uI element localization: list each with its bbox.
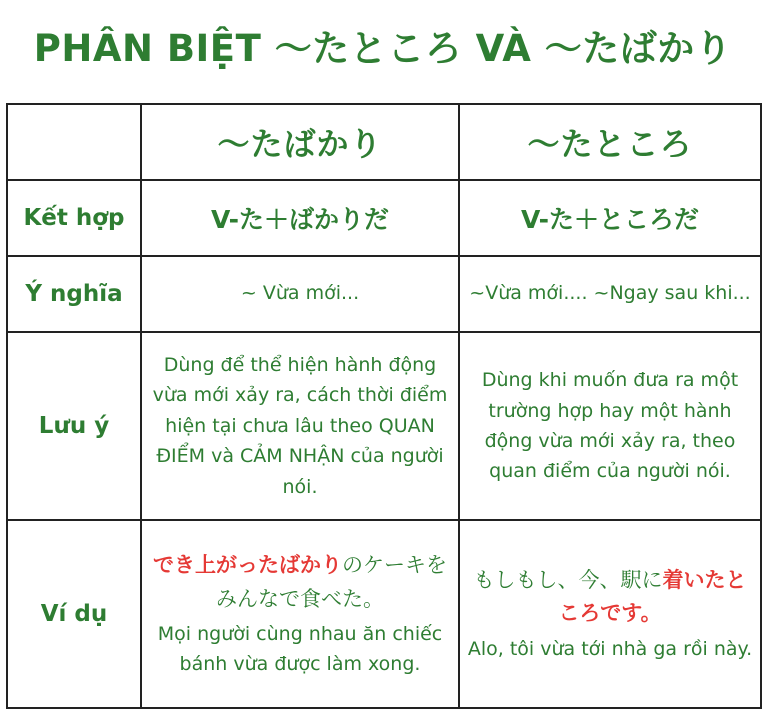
example-bakari-rest: のケーキをみんなで食べた。 <box>216 552 447 611</box>
example-bakari <box>141 520 459 708</box>
column-header-tokoro: 〜たところ <box>459 104 761 180</box>
example-tokoro-start: もしもし、今、駅に <box>473 567 663 592</box>
empty-corner-cell <box>7 104 141 180</box>
table-row <box>7 180 761 256</box>
row-label-note: Lưu ý <box>7 332 141 520</box>
row-label-meaning: Ý nghĩa <box>7 256 141 332</box>
row-label-example: Ví dụ <box>7 520 141 708</box>
row-label-combination: Kết hợp <box>7 180 141 256</box>
example-bakari-japanese <box>148 549 452 616</box>
column-header-bakari: 〜たばかり <box>141 104 459 180</box>
meaning-tokoro: ~Vừa mới.... ~Ngay sau khi... <box>459 256 761 332</box>
table-header-row <box>7 104 761 180</box>
combination-bakari: V-た＋ばかりだ <box>141 180 459 256</box>
note-tokoro: Dùng khi muốn đưa ra một trường hợp hay một hành động vừa mới xảy ra, theo quan điểm của người nói. <box>459 332 761 520</box>
example-tokoro-japanese <box>466 564 754 631</box>
example-bakari-translation: Mọi người cùng nhau ăn chiếc bánh vừa được làm xong. <box>157 623 443 675</box>
example-tokoro-end: 。 <box>640 601 662 626</box>
table-row <box>7 256 761 332</box>
example-tokoro-translation: Alo, tôi vừa tới nhà ga rồi này. <box>467 637 753 660</box>
page-title: PHÂN BIỆT 〜たところ VÀ 〜たばかり <box>33 27 733 70</box>
example-tokoro-highlight: 着いたところです <box>558 567 747 626</box>
example-bakari-highlight: でき上がったばかり <box>153 552 342 577</box>
example-tokoro <box>459 520 761 708</box>
table-row <box>7 332 761 520</box>
comparison-table <box>6 103 762 709</box>
combination-tokoro: V-た＋ところだ <box>459 180 761 256</box>
meaning-bakari: ~ Vừa mới... <box>141 256 459 332</box>
note-bakari: Dùng để thể hiện hành động vừa mới xảy ra, cách thời điểm hiện tại chưa lâu theo QUAN ĐIỂM và CẢM NHẬN của người nói. <box>141 332 459 520</box>
table-row <box>7 520 761 708</box>
